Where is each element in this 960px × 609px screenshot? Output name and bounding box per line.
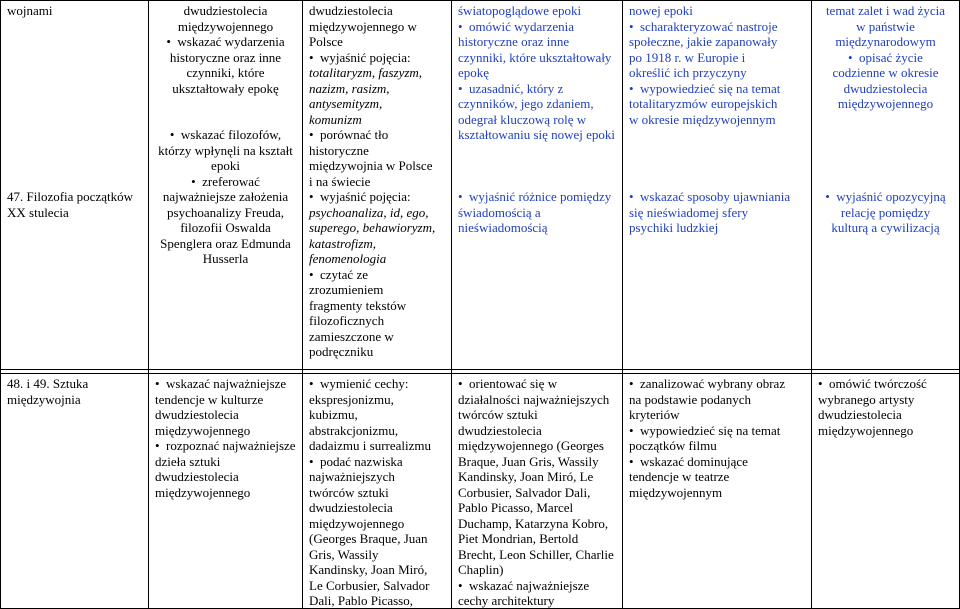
- text-line: [458, 454, 616, 470]
- line-text: filozoficznych: [309, 313, 385, 328]
- text-line: [629, 407, 805, 423]
- text-line: [155, 423, 296, 439]
- bullet-icon: •: [309, 376, 314, 391]
- text-line: [155, 50, 296, 66]
- table-border-top: [0, 0, 960, 1]
- line-text: międzywojennego: [177, 18, 274, 34]
- bullet-item: [458, 19, 616, 35]
- line-text: wyjaśnić różnice pomiędzy: [469, 189, 612, 204]
- text-line: [309, 158, 445, 174]
- line-text: wskazać najważniejsze: [166, 376, 287, 391]
- bullet-item: [458, 81, 616, 97]
- row1-col5: [623, 3, 811, 236]
- line-text: międzywojennym: [629, 484, 723, 500]
- text-line: [309, 578, 445, 594]
- spacer: [458, 158, 616, 174]
- line-text: dwudziestolecia: [155, 407, 239, 422]
- text-line: [155, 65, 296, 81]
- line-text: wskazać wydarzenia: [177, 34, 285, 49]
- text-line: [309, 562, 445, 578]
- line-text: psychoanaliza, id, ego,: [309, 204, 429, 220]
- spacer: [818, 158, 953, 174]
- bullet-item: [309, 267, 445, 283]
- line-text: dwudziestolecia: [818, 407, 902, 422]
- line-text: relację pomiędzy: [840, 204, 931, 220]
- line-text: nowej epoki: [629, 3, 693, 18]
- line-text: w państwie: [856, 18, 915, 34]
- text-line: [155, 189, 296, 205]
- bullet-icon: •: [458, 189, 463, 204]
- text-line: [309, 298, 445, 314]
- line-text: zreferować: [202, 173, 260, 189]
- text-line: [458, 500, 616, 516]
- line-text: scharakteryzować nastroje: [640, 18, 778, 34]
- line-text: którzy wpłynęli na kształt: [158, 142, 293, 158]
- text-line: [309, 423, 445, 439]
- text-line: [309, 236, 445, 252]
- row2-col5: [623, 376, 811, 500]
- text-line: [309, 282, 445, 298]
- line-text: odegrał kluczową rolę w: [458, 111, 587, 127]
- line-text: kubizmu,: [309, 407, 358, 422]
- topic-continuation: wojnami: [7, 3, 53, 18]
- line-text: wypowiedzieć się na temat: [640, 422, 781, 438]
- text-line: [458, 205, 616, 221]
- spacer: [458, 143, 616, 159]
- line-text: kryteriów: [629, 407, 680, 422]
- text-line: [818, 220, 953, 236]
- text-line: [629, 50, 805, 66]
- bullet-icon: •: [155, 376, 160, 391]
- line-text: międzynarodowym: [835, 34, 936, 49]
- row1-col2: [149, 3, 302, 267]
- bullet-item: [309, 454, 445, 470]
- bullet-item: [155, 127, 296, 143]
- text-line: [155, 3, 296, 19]
- bullet-icon: •: [629, 18, 634, 34]
- line-text: komunizm: [309, 111, 362, 127]
- line-text: dwudziestolecia: [183, 3, 268, 18]
- topic-title: 47. Filozofia początków XX stulecia: [7, 189, 133, 220]
- line-text: Husserla: [202, 251, 249, 266]
- text-line: [629, 96, 805, 112]
- bullet-item: [818, 50, 953, 66]
- text-line: [155, 158, 296, 174]
- line-text: czytać ze: [320, 266, 368, 282]
- text-line: [458, 96, 616, 112]
- text-line: [629, 3, 805, 19]
- bullet-item: [818, 376, 953, 392]
- text-line: [309, 112, 445, 128]
- text-line: [309, 96, 445, 112]
- row2-topic-cell: [1, 376, 148, 407]
- bullet-icon: •: [458, 577, 463, 593]
- text-line: [155, 143, 296, 159]
- text-line: [309, 3, 445, 19]
- bullet-item: [309, 127, 445, 143]
- line-text: międzywojennego (Georges: [458, 438, 604, 453]
- line-text: Gris, Wassily: [309, 546, 379, 562]
- text-line: [458, 127, 616, 143]
- line-text: w okresie międzywojennym: [629, 111, 776, 127]
- bullet-item: [155, 174, 296, 190]
- line-text: dwudziestolecia: [155, 469, 239, 484]
- line-text: historyczne: [309, 142, 369, 158]
- bullet-icon: •: [629, 453, 634, 469]
- line-text: Piet Mondrian, Bertold: [458, 531, 579, 546]
- text-line: [155, 407, 296, 423]
- line-text: omówić wydarzenia: [469, 18, 575, 34]
- line-text: Chaplin): [458, 562, 504, 577]
- text-line: [309, 469, 445, 485]
- row1-col4: [452, 3, 622, 236]
- line-text: Kandinsky, Joan Miró,: [309, 562, 428, 577]
- line-text: wskazać sposoby ujawniania: [640, 189, 791, 204]
- line-text: się nieświadomej sfery: [629, 204, 749, 220]
- text-line: [309, 531, 445, 547]
- text-line: [309, 143, 445, 159]
- line-text: światopoglądowe epoki: [458, 3, 582, 18]
- bullet-item: [155, 34, 296, 50]
- row-separator: [0, 373, 960, 374]
- text-line: [309, 251, 445, 267]
- row1-topic-cell: [1, 3, 148, 369]
- text-line: [309, 174, 445, 190]
- text-line: [155, 205, 296, 221]
- line-text: historyczne oraz inne: [458, 34, 570, 49]
- line-text: fragmenty tekstów: [309, 297, 407, 313]
- bullet-icon: •: [629, 189, 634, 204]
- text-line: [629, 205, 805, 221]
- line-text: psychiki ludzkiej: [629, 220, 719, 235]
- spacer: [818, 112, 953, 128]
- text-line: [458, 531, 616, 547]
- line-text: Brecht, Leon Schiller, Charlie: [458, 546, 614, 562]
- spacer: [818, 127, 953, 143]
- row2-col4: [452, 376, 622, 609]
- row1-col3: [303, 3, 451, 360]
- line-text: działalności najważniejszych: [458, 391, 610, 407]
- line-text: międzywojnia w Polsce: [309, 158, 433, 173]
- bullet-item: [629, 423, 805, 439]
- bullet-item: [309, 50, 445, 66]
- text-line: [629, 469, 805, 485]
- line-text: rozpoznać najważniejsze: [166, 438, 296, 453]
- line-text: nieświadomością: [458, 220, 548, 235]
- text-line: [155, 469, 296, 485]
- line-text: społeczne, jakie zapanowały: [629, 34, 778, 49]
- line-text: wskazać filozofów,: [180, 127, 282, 142]
- line-text: określić ich przyczyny: [629, 65, 747, 80]
- line-text: ukształtowały epokę: [172, 80, 279, 96]
- bullet-icon: •: [191, 173, 196, 189]
- line-text: wyjaśnić pojęcia:: [320, 189, 411, 204]
- line-text: (Georges Braque, Juan: [309, 531, 428, 546]
- line-text: czynniki, które ukształtowały: [458, 49, 612, 65]
- text-line: [458, 469, 616, 485]
- bullet-icon: •: [309, 127, 314, 142]
- line-text: międzywojennego: [155, 484, 251, 500]
- text-line: [458, 50, 616, 66]
- text-line: [458, 3, 616, 19]
- line-text: dwudziestolecia: [309, 3, 393, 18]
- line-text: wskazać dominujące: [640, 453, 748, 469]
- text-line: [458, 593, 616, 609]
- line-text: Pablo Picasso, Marcel: [458, 500, 574, 515]
- text-line: [629, 485, 805, 501]
- bullet-icon: •: [309, 266, 314, 282]
- bullet-icon: •: [818, 376, 823, 391]
- text-line: [629, 112, 805, 128]
- spacer: [155, 112, 296, 128]
- line-text: ekspresjonizmu,: [309, 391, 394, 407]
- line-text: wymienić cechy:: [320, 376, 409, 391]
- line-text: najważniejszych: [309, 469, 395, 484]
- line-text: i na świecie: [309, 173, 371, 189]
- text-line: [309, 392, 445, 408]
- line-text: superego, behawioryzm,: [309, 220, 436, 235]
- line-text: wyjaśnić pojęcia:: [320, 49, 411, 65]
- line-text: międzywojennego: [309, 515, 405, 531]
- line-text: wybranego artysty: [818, 391, 915, 407]
- spacer: [629, 174, 805, 190]
- bullet-icon: •: [629, 422, 634, 438]
- spacer: [629, 158, 805, 174]
- line-text: filozofii Oswalda: [180, 220, 271, 235]
- text-line: [309, 438, 445, 454]
- line-text: międzywojennego: [837, 96, 934, 111]
- bullet-icon: •: [155, 438, 160, 453]
- line-text: międzywojennego: [155, 422, 251, 438]
- line-text: podręczniku: [309, 344, 374, 359]
- line-text: międzywojennego: [818, 422, 914, 438]
- line-text: kulturą a cywilizacją: [831, 220, 940, 235]
- bullet-icon: •: [166, 34, 171, 49]
- line-text: codzienne w okresie: [832, 65, 939, 80]
- text-line: [309, 205, 445, 221]
- text-line: [818, 34, 953, 50]
- line-text: dwudziestolecia: [458, 422, 542, 438]
- line-text: Spenglera oraz Edmunda: [160, 235, 291, 251]
- bullet-item: [458, 376, 616, 392]
- line-text: po 1918 r. w Europie i: [629, 49, 746, 65]
- text-line: [309, 500, 445, 516]
- text-line: [818, 407, 953, 423]
- text-line: [629, 220, 805, 236]
- bullet-item: [629, 81, 805, 97]
- line-text: opisać życie: [859, 49, 923, 65]
- line-text: antysemityzm,: [309, 96, 383, 111]
- bullet-icon: •: [629, 80, 634, 96]
- line-text: porównać tło: [320, 127, 389, 142]
- line-text: dwudziestolecia: [309, 500, 393, 515]
- text-line: [309, 19, 445, 35]
- text-line: [309, 485, 445, 501]
- text-line: [155, 392, 296, 408]
- line-text: totalitaryzmów europejskich: [629, 96, 778, 111]
- line-text: nazizm, rasizm,: [309, 80, 390, 96]
- text-line: [818, 3, 953, 19]
- bullet-icon: •: [629, 376, 634, 391]
- text-line: [309, 547, 445, 563]
- text-line: [458, 220, 616, 236]
- text-line: [458, 65, 616, 81]
- bullet-item: [155, 438, 296, 454]
- line-text: zamieszczone w: [309, 328, 394, 344]
- line-text: Kandinsky, Joan Miró, Le: [458, 469, 594, 484]
- text-line: [309, 81, 445, 97]
- text-line: [155, 236, 296, 252]
- spacer: [818, 143, 953, 159]
- line-text: kształtowaniu się nowej epoki: [458, 127, 616, 142]
- line-text: dwudziestolecia: [843, 80, 928, 96]
- text-line: [458, 34, 616, 50]
- line-text: katastrofizm,: [309, 235, 377, 251]
- line-text: Polsce: [309, 34, 343, 49]
- text-line: [155, 81, 296, 97]
- line-text: zrozumieniem: [309, 282, 384, 297]
- line-text: wskazać najważniejsze: [469, 577, 590, 593]
- text-line: [818, 19, 953, 35]
- text-line: [458, 392, 616, 408]
- text-line: [309, 313, 445, 329]
- text-line: [458, 485, 616, 501]
- spacer: [155, 96, 296, 112]
- text-line: [155, 220, 296, 236]
- bullet-item: [309, 376, 445, 392]
- bullet-item: [818, 189, 953, 205]
- text-line: [155, 485, 296, 501]
- line-text: historyczne oraz inne: [169, 49, 282, 65]
- line-text: dadaizmu i surrealizmu: [309, 438, 432, 453]
- text-line: [818, 392, 953, 408]
- bullet-icon: •: [309, 49, 314, 65]
- bullet-icon: •: [825, 189, 830, 204]
- bullet-item: [629, 454, 805, 470]
- bullet-icon: •: [458, 18, 463, 34]
- line-text: temat zalet i wad życia: [825, 3, 946, 18]
- line-text: twórców sztuki: [309, 484, 389, 500]
- line-text: Corbusier, Salvador Dali,: [458, 484, 591, 500]
- line-text: Le Corbusier, Salvador: [309, 577, 430, 593]
- line-text: międzywojennego w: [309, 18, 417, 34]
- spacer: [629, 143, 805, 159]
- line-text: podać nazwiska: [320, 453, 403, 469]
- text-line: [629, 65, 805, 81]
- line-text: wyjaśnić opozycyjną: [836, 189, 946, 204]
- bullet-item: [629, 376, 805, 392]
- text-line: [309, 407, 445, 423]
- line-text: abstrakcjonizmu,: [309, 422, 399, 438]
- text-line: [458, 547, 616, 563]
- line-text: twórców sztuki: [458, 407, 538, 422]
- row2-col2: [149, 376, 302, 500]
- spacer: [629, 127, 805, 143]
- row-separator: [0, 369, 960, 370]
- row2-col6: [812, 376, 959, 438]
- text-line: [818, 81, 953, 97]
- line-text: epoki: [211, 158, 240, 173]
- text-line: [155, 454, 296, 470]
- bullet-icon: •: [458, 376, 463, 391]
- line-text: tendencje w kulturze: [155, 391, 264, 407]
- topic-title: 48. i 49. Sztuka międzywojnia: [7, 376, 89, 407]
- line-text: fenomenologia: [309, 251, 387, 266]
- text-line: [629, 392, 805, 408]
- bullet-icon: •: [309, 189, 314, 204]
- line-text: cechy architektury: [458, 593, 555, 608]
- text-line: [458, 516, 616, 532]
- line-text: Dali, Pablo Picasso,: [309, 593, 413, 608]
- spacer: [458, 174, 616, 190]
- text-line: [309, 220, 445, 236]
- text-line: [309, 329, 445, 345]
- line-text: dzieła sztuki: [155, 453, 221, 469]
- line-text: zanalizować wybrany obraz: [640, 376, 786, 391]
- line-text: świadomością a: [458, 204, 541, 220]
- text-line: [458, 562, 616, 578]
- text-line: [818, 96, 953, 112]
- line-text: uzasadnić, który z: [469, 80, 564, 96]
- bullet-item: [458, 189, 616, 205]
- text-line: [309, 65, 445, 81]
- line-text: na podstawie podanych: [629, 391, 752, 407]
- text-line: [309, 34, 445, 50]
- line-text: Braque, Juan Gris, Wassily: [458, 453, 599, 469]
- line-text: epokę: [458, 65, 490, 80]
- row2-col3: [303, 376, 451, 609]
- text-line: [155, 251, 296, 267]
- text-line: [309, 593, 445, 609]
- bullet-icon: •: [309, 453, 314, 469]
- text-line: [818, 205, 953, 221]
- line-text: totalitaryzm, faszyzm,: [309, 65, 423, 80]
- bullet-item: [309, 189, 445, 205]
- line-text: początków filmu: [629, 438, 717, 453]
- row1-col6: [812, 3, 959, 236]
- line-text: orientować się w: [469, 376, 558, 391]
- spacer: [818, 174, 953, 190]
- text-line: [458, 438, 616, 454]
- text-line: [155, 19, 296, 35]
- bullet-icon: •: [458, 80, 463, 96]
- line-text: czynników, jego zdaniem,: [458, 96, 594, 111]
- text-line: [629, 34, 805, 50]
- line-text: najważniejsze założenia: [162, 189, 289, 204]
- bullet-item: [155, 376, 296, 392]
- bullet-item: [629, 19, 805, 35]
- line-text: czynniki, które: [186, 65, 265, 80]
- line-text: Duchamp, Katarzyna Kobro,: [458, 515, 609, 531]
- text-line: [458, 112, 616, 128]
- text-line: [458, 407, 616, 423]
- line-text: tendencje w teatrze: [629, 469, 730, 484]
- bullet-icon: •: [169, 127, 175, 142]
- text-line: [458, 423, 616, 439]
- text-line: [818, 423, 953, 439]
- line-text: wypowiedzieć się na temat: [640, 80, 781, 96]
- bullet-icon: •: [848, 49, 853, 65]
- bullet-item: [629, 189, 805, 205]
- text-line: [818, 65, 953, 81]
- text-line: [629, 438, 805, 454]
- line-text: psychoanalizy Freuda,: [167, 204, 284, 220]
- bullet-item: [458, 578, 616, 594]
- text-line: [309, 344, 445, 360]
- text-line: [309, 516, 445, 532]
- line-text: omówić twórczość: [829, 376, 927, 391]
